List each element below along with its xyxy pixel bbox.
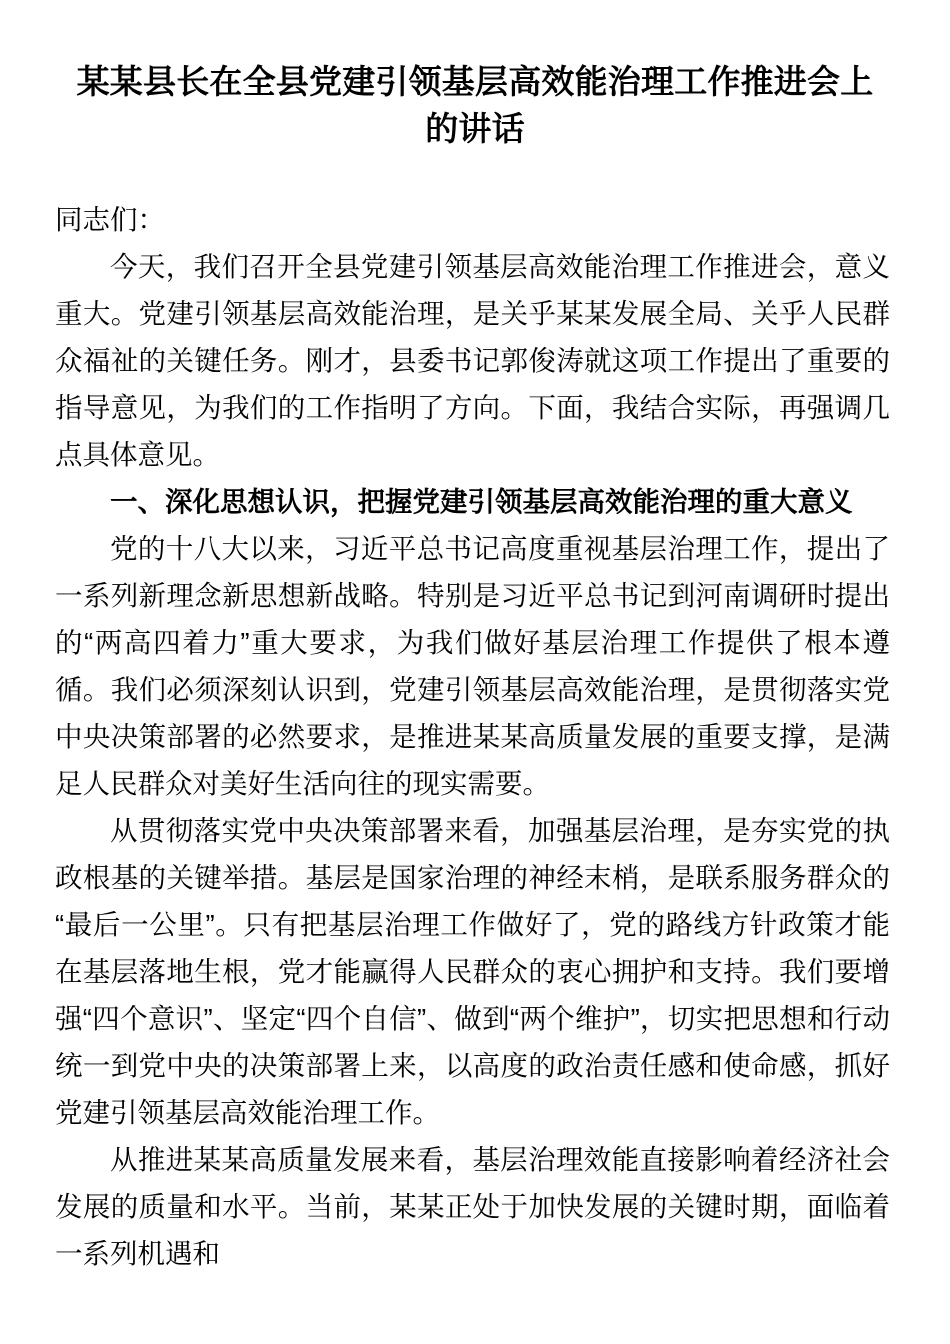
paragraph-opening: 今天，我们召开全县党建引领基层高效能治理工作推进会，意义重大。党建引领基层高效能治理，是关乎某某发展全局、关乎人民群众福祉的关键任务。刚才，县委书记郭俊涛就这项工作提出了重要的指导意见，为我们的工作指明了方向。下面，我结合实际，再强调几点具体意见。 (55, 251, 890, 470)
page-title: 某某县长在全县党建引领基层高效能治理工作推进会上的讲话 (76, 63, 874, 147)
paragraph-section-one-3: 从推进某某高质量发展来看，基层治理效能直接影响着经济社会发展的质量和水平。当前，某某正处于加快发展的关键时期，面临着一系列机遇和 (55, 1144, 890, 1269)
paragraph-section-one-1: 党的十八大以来，习近平总书记高度重视基层治理工作，提出了一系列新理念新思想新战略。特别是习近平总书记到河南调研时提出的“两高四着力”重大要求，为我们做好基层治理工作提供了根本遵循。我们必须深刻认识到，党建引领基层高效能治理，是贯彻落实党中央决策部署的必然要求，是推进某某高质量发展的重要支撑，是满足人民群众对美好生活向往的现实需要。 (55, 533, 890, 799)
document-body (0, 196, 950, 1277)
paragraph-section-one-2: 从贯彻落实党中央决策部署来看，加强基层治理，是夯实党的执政根基的关键举措。基层是国家治理的神经末梢，是联系服务群众的“最后一公里”。只有把基层治理工作做好了，党的路线方针政策才能在基层落地生根，党才能赢得人民群众的衷心拥护和支持。我们要增强“四个意识”、坚定“四个自信”、做到“两个维护”，切实把思想和行动统一到党中央的决策部署上来，以高度的政治责任感和使命感，抓好党建引领基层高效能治理工作。 (55, 815, 890, 1128)
salutation: 同志们： (55, 204, 165, 235)
section-heading-one: 一、深化思想认识，把握党建引领基层高效能治理的重大意义 (110, 486, 853, 517)
